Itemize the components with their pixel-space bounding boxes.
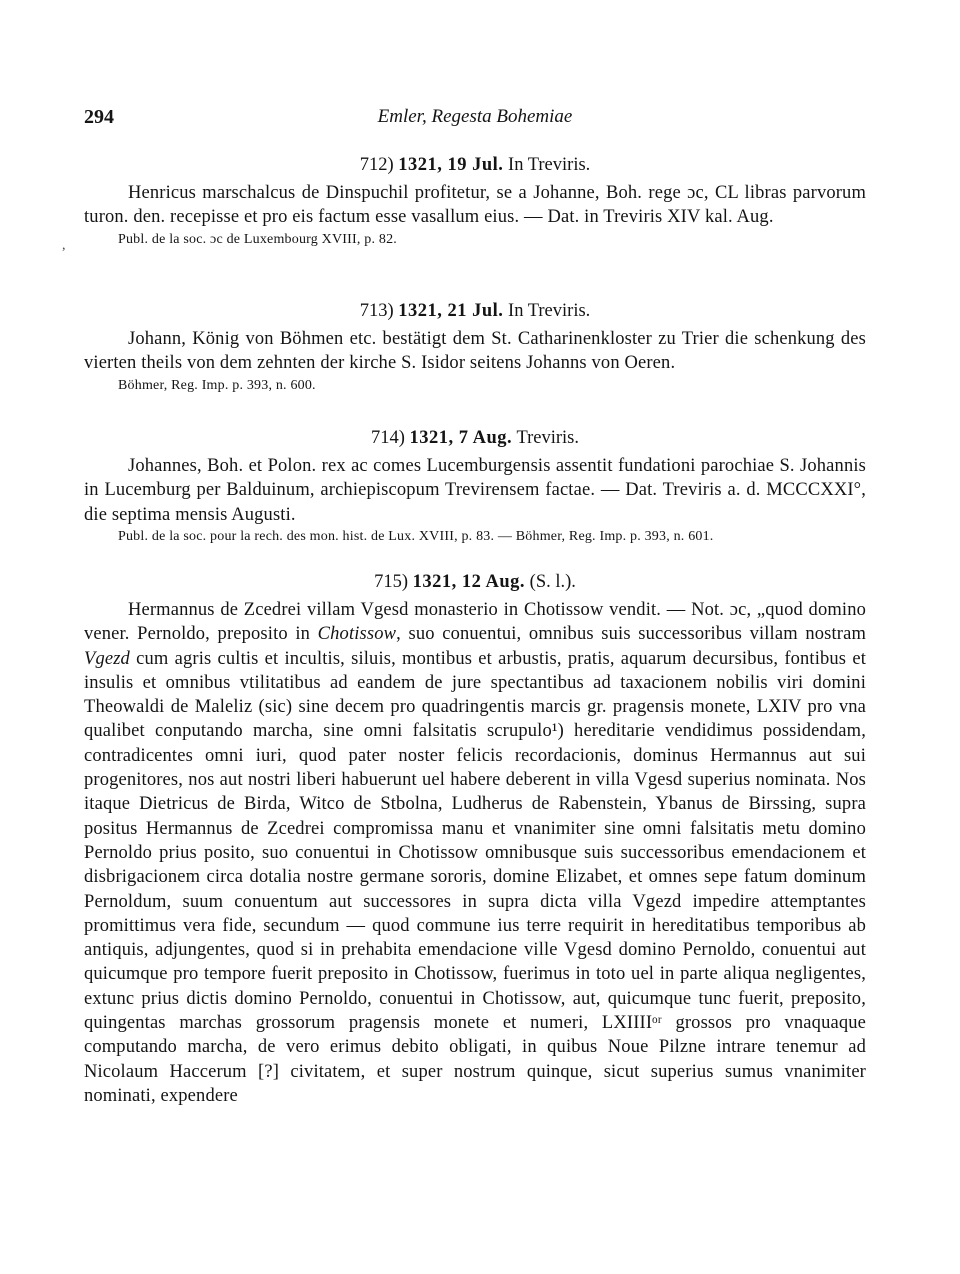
entry-date: 1321, 21 Jul. xyxy=(398,301,504,321)
regest-entry-714 xyxy=(84,426,866,547)
entry-body xyxy=(84,598,866,1108)
entry-date: 1321, 7 Aug. xyxy=(409,428,513,448)
entry-body-text: cum agris cultis et incultis, siluis, montibus et arbustis, pratis, aquarum decursibus, fontibus et insulis et omnibus vtilitatibus ad eandem de jure spectantibus ad taxacionem nobilis viri domini Theowaldi de Maleliz (sic) sine decem pro quadringentis marcis gr. pragensis monete, LXIV pro vna qualibet conputando marcha, sine omni falsitatis scrupulo¹) hereditarie vendidimus possidendam, contradicentes omni iuri, quod pater noster felicis recordacionis, dominus Hermannus aut sui progenitores, nos aut nostri liberi habuerunt uel habere deberent in villa Vgesd superius nominata. Nos itaque Dietricus de Birda, Witco de Stbolna, Ludherus de Rabenstein, Ybanus de Birssing, supra positus Hermannus de Zcedrei compromissa manu et vnanimiter sine omni falsitatis metu domino Pernoldo prius posito, suo conuentui in Chotissow omnibusque suis successoribus emendacionem et disbrigacionem circa dotalia nostre germane sororis, domine Elizabet, et omnes sepe fatum dominum Pernoldum, suum conuentum aut successores in supra dicta villa Vgezd impedire attemptantes promittimus vera fide, secundum — quod commune ius terre requirit in hereditatibus temporibus ab antiquis, adjungentes, quod si in prehabita emendacione ville Vgesd domino Pernoldo, conuentui aut quicumque pro tempore fuerit preposito in Chotissow, fuerimus in toto uel in parte aliqua negligentes, extunc prius dictis domino Pernoldo, conuentui in Chotissow, aut, quicumque tunc fuerit, preposito, quingentas marchas grossorum pragensis monete et numeri, LXIIIIᵒʳ grossos pro vnaquaque computando marcha, de vero erimus debito obligati, in quibus Noue Pilzne intrare tenemur ad Nicolaum Haccerum [?] civitatem, et super nostrum quinque, sicut superius sumus vnanimiter nominati, expendere xyxy=(84,648,866,1106)
entry-body: Johann, König von Böhmen etc. bestätigt dem St. Catharinenkloster zu Trier die schenkung des vierten theils von dem zehnten der kirche S. Isidor seitens Johanns von Oeren. xyxy=(84,329,866,374)
entry-body-text: , suo conuentui, omnibus suis successoribus villam nostram xyxy=(396,624,866,645)
entry-heading xyxy=(84,299,866,323)
entry-source: Böhmer, Reg. Imp. p. 393, n. 600. xyxy=(118,377,316,393)
entry-number: 715) xyxy=(374,572,409,592)
entry-heading xyxy=(84,153,866,177)
entry-place: In Treviris. xyxy=(508,155,591,175)
entry-heading xyxy=(84,570,866,594)
entry-heading xyxy=(84,426,866,450)
page-header xyxy=(84,106,866,136)
entry-body: Johannes, Boh. et Polon. rex ac comes Lucemburgensis assentit fundationi parochiae S. Johannis in Lucemburg per Balduinum, archiepiscopum Trevirensem factae. — Dat. Treviris a. d. MCCCXXI°, die septima mensis Augusti. xyxy=(84,456,866,525)
entry-date: 1321, 12 Aug. xyxy=(412,572,526,592)
entry-number: 712) xyxy=(359,155,394,175)
place-name-italic: Vgezd xyxy=(84,648,130,669)
entry-place: In Treviris. xyxy=(508,301,591,321)
page-number: 294 xyxy=(84,106,114,128)
entry-number: 714) xyxy=(370,428,405,448)
entry-number: 713) xyxy=(359,301,394,321)
regest-entry-715 xyxy=(84,570,866,1108)
margin-mark: , xyxy=(62,238,66,253)
entry-date: 1321, 19 Jul. xyxy=(398,155,504,175)
entry-body-text: Hermannus de Zcedrei villam Vgesd monasterio in Chotissow vendit. — Not. ɔc, „quod domino vener. Pernoldo, preposito in xyxy=(84,600,866,645)
regest-entry-713 xyxy=(84,299,866,396)
place-name-italic: Chotissow xyxy=(317,624,397,645)
running-title: Emler, Regesta Bohemiae xyxy=(377,106,573,127)
entry-body: Henricus marschalcus de Dinspuchil profitetur, se a Johanne, Boh. rege ɔc, CL libras parvorum turon. den. recepisse et pro eis factum esse vasallum eius. — Dat. in Treviris XIV kal. Aug. xyxy=(84,183,866,228)
regest-entry-712 xyxy=(84,153,866,250)
entry-source: Publ. de la soc. ɔc de Luxembourg XVIII, p. 82. xyxy=(118,231,397,247)
entry-place: Treviris. xyxy=(516,428,580,448)
entry-place: (S. l.). xyxy=(529,572,576,592)
entry-source: Publ. de la soc. pour la rech. des mon. hist. de Lux. XVIII, p. 83. — Böhmer, Reg. Imp. p. 393, n. 601. xyxy=(118,528,714,544)
